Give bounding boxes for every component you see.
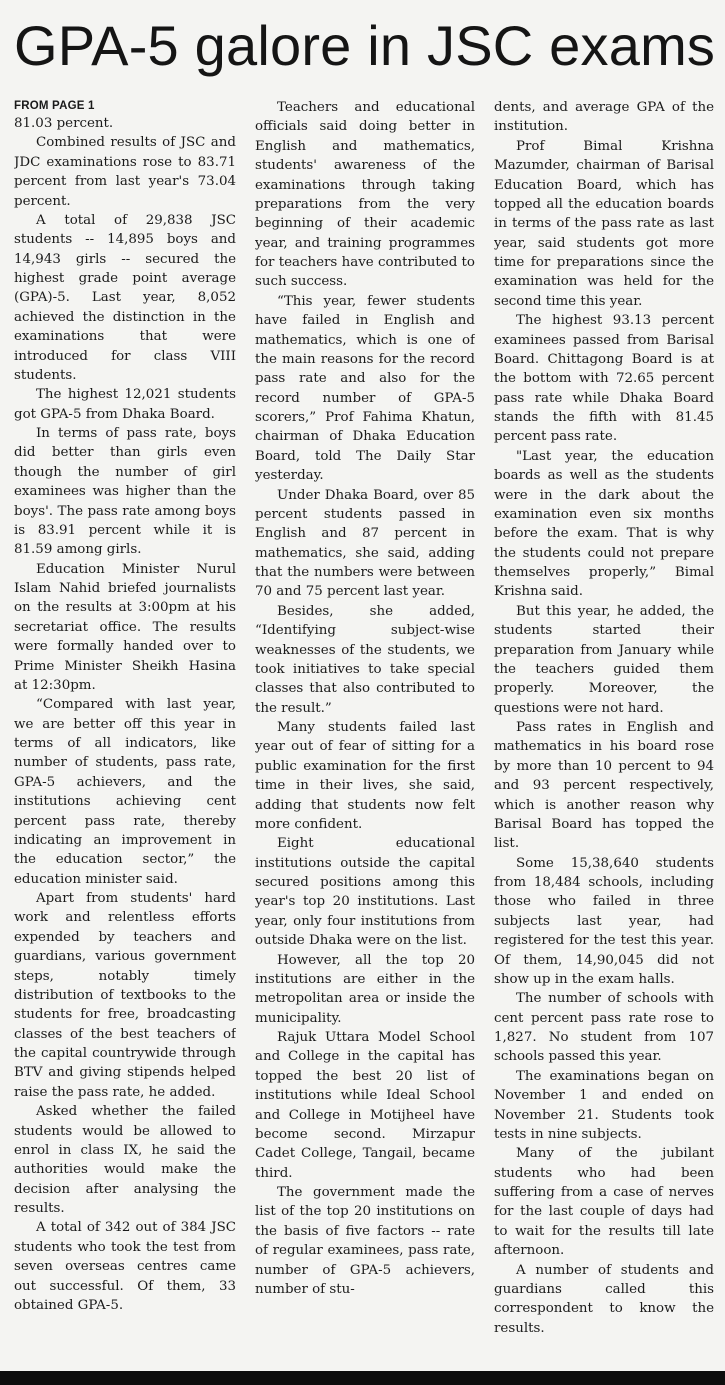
paragraph: The highest 93.13 percent examinees passed from Barisal Board. Chittagong Board is at the bottom with 72.65 percent pass rate while Dhaka Board stands the fifth with 81.45 percent pass rate. bbox=[494, 313, 714, 445]
continuation-kicker: FROM PAGE 1 bbox=[14, 100, 95, 112]
paragraph: Prof Bimal Krishna Mazumder, chairman of Barisal Education Board, which has topped all the education boards in terms of the pass rate as last year, said students got more time for preparations since the examination was held for the second time this year. bbox=[494, 138, 714, 309]
article-column-2 bbox=[255, 98, 475, 1373]
article-column-3 bbox=[494, 98, 714, 1373]
paragraph: But this year, he added, the students started their preparation from January while the teachers guided them properly. Moreover, the questions were not hard. bbox=[494, 603, 714, 716]
paragraph: A number of students and guardians called this correspondent to know the results. bbox=[494, 1262, 714, 1336]
paragraph: Teachers and educational officials said doing better in English and mathematics, students' awareness of the examinations through taking preparations from the very beginning of their academic year, and training programmes for teachers have contributed to such success. bbox=[255, 100, 475, 290]
paragraph: Education Minister Nurul Islam Nahid briefed journalists on the results at 3:00pm at his secretariat office. The results were formally handed over to Prime Minister Sheikh Hasina at 12:30pm. bbox=[14, 561, 236, 693]
paragraph: Combined results of JSC and JDC examinations rose to 83.71 percent from last year's 73.04 percent. bbox=[14, 135, 236, 209]
paragraph: However, all the top 20 institutions are either in the metropolitan area or inside the municipality. bbox=[255, 952, 475, 1026]
paragraph: Pass rates in English and mathematics in his board rose by more than 10 percent to 94 and 93 percent respectively, which is another reason why Barisal Board has topped the list. bbox=[494, 720, 714, 852]
paragraph: Many students failed last year out of fear of sitting for a public examination for the first time in their lives, she said, adding that students now felt more confident. bbox=[255, 720, 475, 832]
article-column-1 bbox=[14, 98, 236, 1373]
paragraph: In terms of pass rate, boys did better than girls even though the number of girl examinees was higher than the boys'. The pass rate among boys is 83.91 percent while it is 81.59 among girls. bbox=[14, 426, 236, 558]
paragraph: The highest 12,021 students got GPA-5 from Dhaka Board. bbox=[14, 387, 236, 422]
paragraph: Asked whether the failed students would be allowed to enrol in class IX, he said the authorities would make the decision after analysing the results. bbox=[14, 1104, 236, 1216]
paragraph: "Last year, the education boards as well as the students were in the dark about the examination even six months before the exam. That is why the students could not prepare themselves properly,” Bimal Krishna said. bbox=[494, 448, 714, 600]
paragraph: Besides, she added, “Identifying subject-wise weaknesses of the students, we took initiatives to take special classes that also contributed to the result.” bbox=[255, 603, 475, 716]
paragraph: 81.03 percent. bbox=[14, 116, 114, 131]
bottom-border bbox=[0, 1371, 725, 1385]
paragraph: Under Dhaka Board, over 85 percent students passed in English and 87 percent in mathematics, she said, adding that the numbers were between 70 and 75 percent last year. bbox=[255, 487, 475, 600]
paragraph: “Compared with last year, we are better off this year in terms of all indicators, like number of students, pass rate, GPA-5 achievers, and the institutions achieving cent percent pass rate, thereby indicating an improvement in the education sector,” the education minister said. bbox=[14, 697, 236, 887]
paragraph: A total of 29,838 JSC students -- 14,895 boys and 14,943 girls -- secured the highest grade point average (GPA)-5. Last year, 8,052 achieved the distinction in the examinations that were introduced for class VIII students. bbox=[14, 212, 236, 383]
paragraph: The government made the list of the top 20 institutions on the basis of five factors -- rate of regular examinees, pass rate, number of GPA-5 achievers, number of stu- bbox=[255, 1185, 475, 1297]
paragraph: Apart from students' hard work and relentless efforts expended by teachers and guardians, various government steps, notably timely distribution of textbooks to the students for free, broadcasting classes of the best teachers of the capital countrywide through BTV and giving stipends helped raise the pass rate, he added. bbox=[14, 891, 236, 1100]
paragraph: The number of schools with cent percent pass rate rose to 1,827. No student from 107 schools passed this year. bbox=[494, 991, 714, 1065]
paragraph: Eight educational institutions outside the capital secured positions among this year's top 20 institutions. Last year, only four institutions from outside Dhaka were on the list. bbox=[255, 836, 475, 949]
paragraph: “This year, fewer students have failed in English and mathematics, which is one of the main reasons for the record pass rate and also for the record number of GPA-5 scorers,” Prof Fahima Khatun, chairman of Dhaka Education Board, told The Daily Star yesterday. bbox=[255, 293, 475, 484]
paragraph: dents, and average GPA of the institution. bbox=[494, 100, 714, 135]
paragraph: A total of 342 out of 384 JSC students who took the test from seven overseas centres came out successful. Of them, 33 obtained GPA-5. bbox=[14, 1220, 236, 1313]
paragraph: Some 15,38,640 students from 18,484 schools, including those who failed in three subjects last year, had registered for the test this year. Of them, 14,90,045 did not show up in the exam halls. bbox=[494, 855, 714, 987]
paragraph: Many of the jubilant students who had been suffering from a case of nerves for the last couple of days had to wait for the results till late afternoon. bbox=[494, 1146, 714, 1259]
headline: GPA-5 galore in JSC exams bbox=[14, 14, 716, 77]
paragraph: Rajuk Uttara Model School and College in the capital has topped the best 20 list of institutions while Ideal School and College in Motijheel have become second. Mirzapur Cadet College, Tangail, became third. bbox=[255, 1030, 475, 1181]
paragraph: The examinations began on November 1 and ended on November 21. Students took tests in nine subjects. bbox=[494, 1068, 714, 1142]
